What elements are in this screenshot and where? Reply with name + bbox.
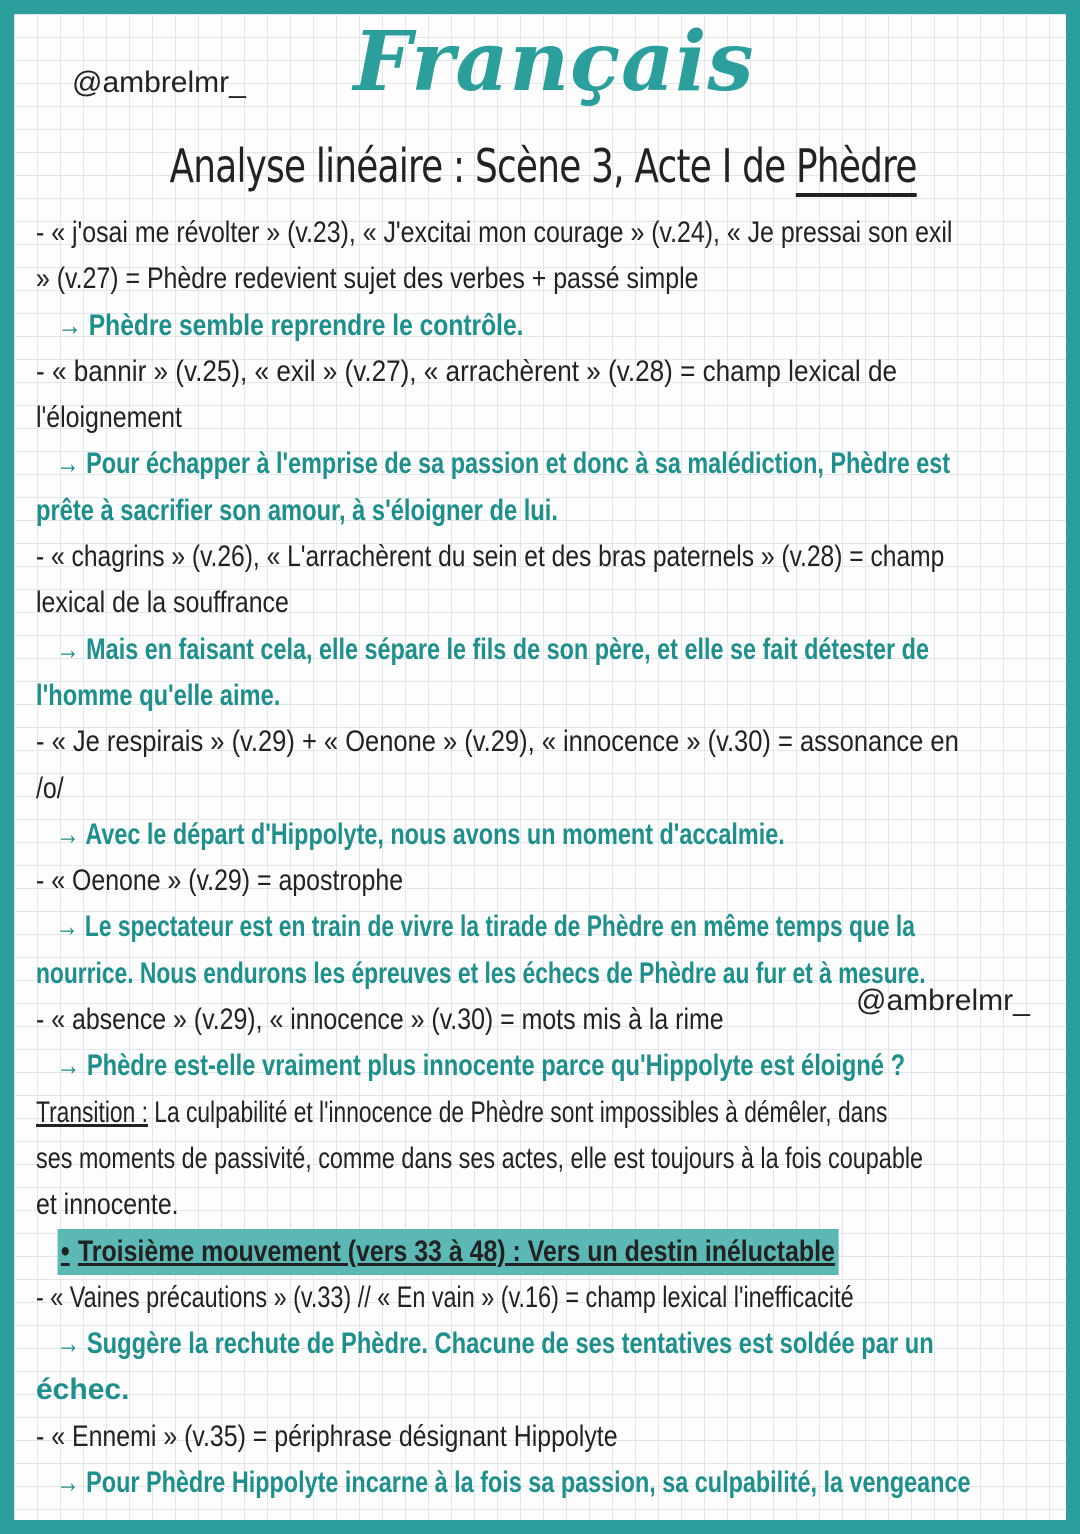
analysis-line: → Phèdre est-elle vraiment plus innocente parce qu'Hippolyte est éloigné ?: [56, 1049, 906, 1083]
page-title: Français: [353, 14, 755, 110]
transition-text: La culpabilité et l'innocence de Phèdre sont impossibles à démêler, dans: [154, 1095, 888, 1129]
transition-line: [36, 1090, 888, 1136]
note-line: - « bannir » (v.25), « exil » (v.27), « arrachèrent » (v.28) = champ lexical de: [36, 354, 897, 388]
analysis-line: → Avec le départ d'Hippolyte, nous avons un moment d'accalmie.: [56, 817, 785, 851]
analysis-line: → Phèdre semble reprendre le contrôle.: [57, 308, 524, 342]
note-line: /o/: [36, 771, 64, 805]
page-subtitle: [133, 139, 954, 193]
note-line: - « Je respirais » (v.29) + « Oenone » (v.29), « innocence » (v.30) = assonance en: [36, 725, 959, 759]
note-line: - « j'osai me révolter » (v.23), « J'excitai mon courage » (v.24), « Je pressai son exil: [36, 216, 953, 249]
analysis-line: → Pour échapper à l'emprise de sa passion et donc à sa malédiction, Phèdre est: [56, 447, 951, 481]
note-line: - « chagrins » (v.26), « L'arrachèrent du sein et des bras paternels » (v.28) = champ: [36, 540, 945, 574]
note-page: [14, 14, 1066, 1520]
analysis-line: nourrice. Nous endurons les épreuves et les échecs de Phèdre au fur et à mesure.: [36, 956, 926, 990]
note-line: - « Oenone » (v.29) = apostrophe: [36, 864, 404, 898]
section-heading-text: Troisième mouvement (vers 33 à 48) : Vers un destin inéluctable: [77, 1234, 835, 1268]
analysis-line: prête à sacrifier son amour, à s'éloigner de lui.: [36, 493, 558, 527]
bullet-icon: •: [60, 1234, 70, 1268]
author-handle-mid: @ambrelmr_: [856, 984, 1030, 1017]
note-line: lexical de la souffrance: [36, 586, 289, 620]
note-line: ses moments de passivité, comme dans ses actes, elle est toujours à la fois coupable: [36, 1141, 924, 1175]
note-line: et innocente.: [36, 1188, 179, 1222]
section-heading-line: [36, 1229, 874, 1275]
analysis-line: → Suggère la rechute de Phèdre. Chacune de ses tentatives est soldée par un: [56, 1327, 934, 1361]
note-line: - « Ennemi » (v.35) = périphrase désignant Hippolyte: [36, 1419, 618, 1453]
note-line: l'éloignement: [36, 401, 182, 435]
subtitle-work: Phèdre: [796, 139, 917, 197]
author-handle-top: @ambrelmr_: [72, 66, 246, 99]
subtitle-prefix: Analyse linéaire : Scène 3, Acte I de: [169, 139, 797, 193]
analysis-line: → Pour Phèdre Hippolyte incarne à la fois sa passion, sa culpabilité, la vengeance: [56, 1466, 971, 1500]
notes-body: [36, 210, 1046, 1506]
note-line: » (v.27) = Phèdre redevient sujet des verbes + passé simple: [36, 262, 699, 296]
note-line: - « Vaines précautions » (v.33) // « En vain » (v.16) = champ lexical l'inefficacité: [36, 1280, 854, 1314]
analysis-line: échec.: [36, 1373, 130, 1407]
note-line: - « absence » (v.29), « innocence » (v.30) = mots mis à la rime: [36, 1003, 724, 1037]
transition-label: Transition :: [36, 1095, 148, 1129]
section-heading: [58, 1229, 839, 1275]
analysis-line: → Le spectateur est en train de vivre la tirade de Phèdre en même temps que la: [55, 910, 915, 944]
analysis-line: l'homme qu'elle aime.: [36, 678, 281, 712]
analysis-line: → Mais en faisant cela, elle sépare le fils de son père, et elle se fait détester de: [56, 632, 929, 666]
